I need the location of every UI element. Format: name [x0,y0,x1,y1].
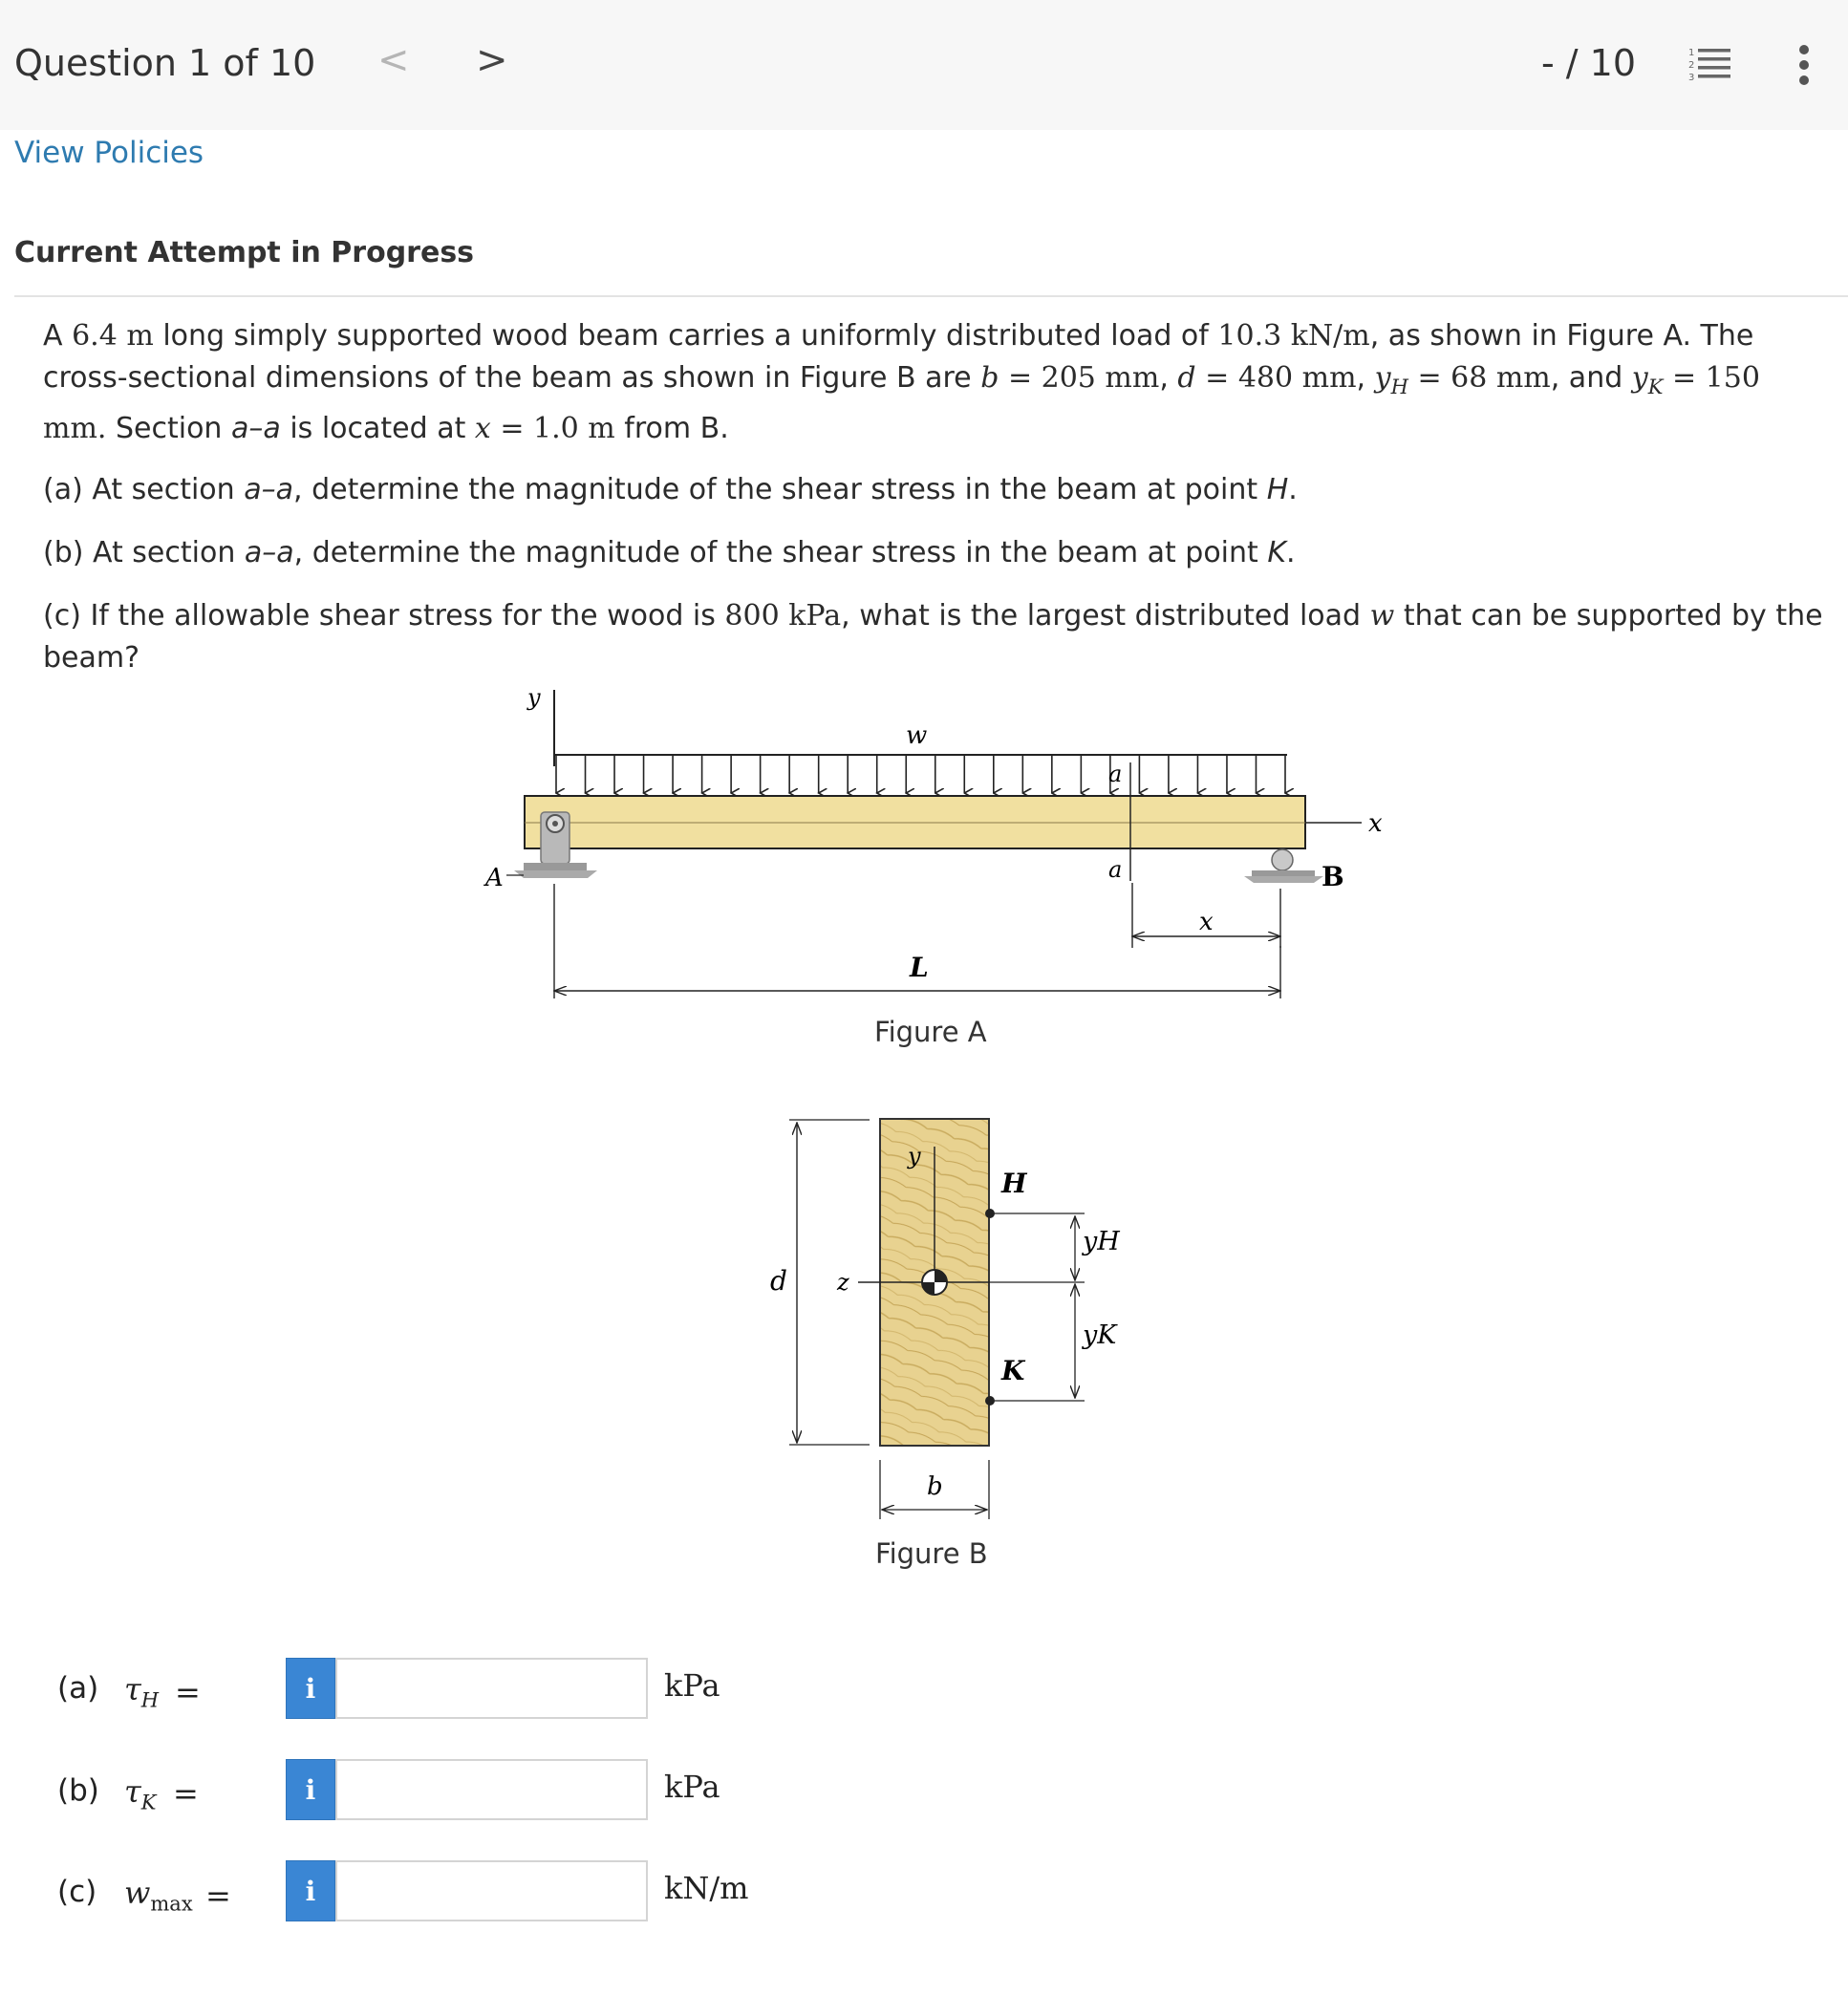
answer-symbol [124,1773,156,1814]
symbol: w [124,1875,151,1911]
view-policies-link[interactable]: View Policies [14,136,204,170]
text: that can be supported by the beam? [43,599,1823,675]
answer-input-a[interactable] [335,1658,648,1719]
numbered-list-icon[interactable] [1687,44,1731,82]
score-display: - / 10 [1541,42,1637,84]
section-z-label: z [837,1269,849,1296]
part-b-text [43,532,1830,574]
yh-symbol: y [1374,361,1391,395]
answer-symbol [124,1875,193,1915]
info-button[interactable]: i [286,1759,335,1820]
text: , and [1550,361,1623,395]
section-label: a–a [244,536,294,569]
symbol-sub: K [140,1791,157,1814]
problem-intro: A 6.4 m long simply supported wood beam carries a uniformly distributed load of 10.3 kN/m, as shown in Figure A. The cross-sectional dimensions of the beam as shown in Figure B are b = 205 mm, d = 480 mm, $y_H = 68$ mm, and $y_K = 150$ mm. Section a–a is located at x = 1.0 m from B. [43,319,1760,445]
symbol: τ [124,1773,141,1810]
problem-statement [43,315,1830,700]
unit-label: kPa [664,1667,720,1704]
load-value: 10.3 kN/m [1217,319,1370,353]
dim-yh-label: yH [1083,1227,1120,1256]
info-button[interactable]: i [286,1658,335,1719]
point-k [985,1396,995,1406]
figure-b-cross-section [770,1119,1120,1570]
next-question-button[interactable]: > [476,38,508,82]
question-header [0,0,1848,130]
attempt-heading: Current Attempt in Progress [14,236,475,269]
dim-x-label: x [1199,908,1214,936]
yk-symbol: y [1631,361,1648,395]
allowable-stress: 800 kPa [724,599,842,633]
load-label: w [906,721,928,750]
d-value: = 480 mm [1205,361,1357,395]
section-y-label: y [908,1143,921,1170]
section-label-top: a [1108,761,1123,787]
yh-subscript: H [1390,376,1408,398]
text: , as shown in Figure A. The cross-sectional dimensions of the beam as shown in Figure B are [43,319,1754,395]
text: (a) At section [43,473,235,506]
symbol-sub: H [140,1688,160,1712]
label-b: B [1322,861,1344,892]
part-a-text [43,469,1830,511]
symbol: τ [124,1671,141,1707]
svg-text:2: 2 [1688,60,1695,71]
point-h [985,1209,995,1218]
point-label: K [1267,536,1287,569]
section-divider [14,295,1848,297]
info-button[interactable]: i [286,1860,335,1921]
text: from B. [624,412,729,445]
unit-label: kPa [664,1769,720,1805]
answer-part-label: (c) [57,1875,97,1909]
b-symbol: b [980,361,999,395]
text: (c) If the allowable shear stress for the wood is [43,599,716,633]
svg-text:1: 1 [1688,48,1695,58]
text: long simply supported wood beam carries a uniformly distributed load of [162,319,1209,353]
x-axis-label: x [1368,809,1383,838]
equals-sign: = [205,1878,231,1914]
x-symbol: x [474,412,491,445]
answer-input-c[interactable] [335,1860,648,1921]
equals-sign: = [173,1775,199,1812]
text: , determine the magnitude of the shear stress in the beam at point [293,473,1258,506]
w-symbol: w [1369,599,1395,633]
figure-b-caption: Figure B [875,1537,988,1570]
yk-value: = 150 mm. [43,361,1760,445]
centroid-icon [922,1270,947,1295]
load-arrows [556,755,1285,793]
point-h-label: H [1001,1168,1027,1199]
text: is located at [290,412,466,445]
text: , determine the magnitude of the shear stress in the beam at point [293,536,1258,569]
dim-yk-label: yK [1083,1320,1117,1350]
point-k-label: K [1001,1355,1025,1386]
question-title: Question 1 of 10 [14,42,316,84]
point-label: H [1266,473,1289,506]
answer-symbol [124,1671,159,1711]
text: . [1286,536,1296,569]
figures [0,659,1848,1596]
text: (b) At section [43,536,236,569]
b-value: = 205 mm [1007,361,1160,395]
x-value: = 1.0 m [500,412,615,445]
yh-value: = 68 mm [1417,361,1551,395]
answer-part-label: (a) [57,1671,99,1706]
text: . [1288,473,1298,506]
vertical-dots-icon[interactable] [1793,44,1816,86]
y-axis-label: y [527,684,541,711]
section-label: a–a [231,412,281,445]
roller-support-b [1244,849,1323,883]
label-a: A [485,864,504,892]
answer-part-label: (b) [57,1773,99,1808]
figure-a-beam-diagram [483,684,1383,1048]
section-label: a–a [244,473,293,506]
yk-subscript: K [1647,376,1664,398]
figure-a-caption: Figure A [874,1016,987,1048]
equals-sign: = [175,1674,201,1710]
text: , what is the largest distributed load [841,599,1362,633]
symbol-sub: max [150,1892,193,1916]
text: Section [115,412,223,445]
unit-label: kN/m [664,1870,749,1906]
dim-d-label: d [770,1265,787,1297]
answer-input-b[interactable] [335,1759,648,1820]
previous-question-button[interactable]: < [377,38,410,82]
svg-text:3: 3 [1688,73,1695,82]
dim-b-label: b [927,1472,943,1501]
section-label-bottom: a [1108,856,1123,883]
beam-length: 6.4 m [72,319,154,353]
dim-l-label: L [910,952,929,983]
d-symbol: d [1177,361,1196,395]
text: A [43,319,63,353]
